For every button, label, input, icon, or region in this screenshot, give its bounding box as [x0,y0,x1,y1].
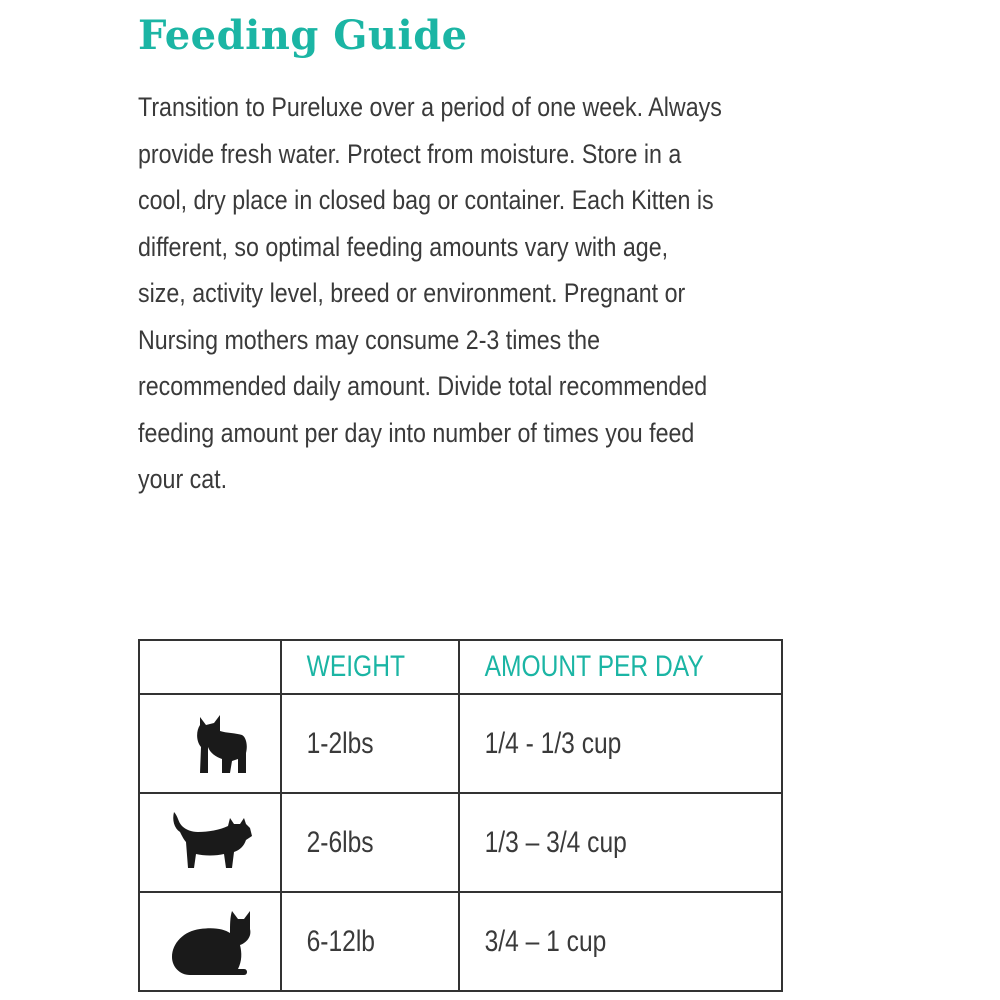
table-row [139,892,782,991]
small-kitten-icon [192,713,252,777]
paragraph-line: feeding amount per day into number of times you feed [138,417,695,448]
header-icon-cell [139,640,281,694]
icon-cell [139,892,281,991]
feeding-table [138,639,783,992]
amount-cell [459,892,782,991]
header-amount-label: AMOUNT PER DAY [484,650,704,683]
kitten-icon [168,810,258,874]
cat-icon [170,907,256,977]
weight-value: 2-6lbs [307,825,375,859]
paragraph-line: cool, dry place in closed bag or container. Each Kitten is [138,185,714,215]
table-header-row [139,640,782,694]
header-weight [281,640,459,694]
weight-value: 6-12lb [307,924,376,958]
weight-value: 1-2lbs [307,726,375,760]
paragraph-line: your cat. [138,464,228,494]
table-row [139,694,782,793]
icon-cell [139,793,281,892]
page-title: Feeding Guide [138,12,468,59]
paragraph-line: Transition to Pureluxe over a period of one week. Always [138,92,722,122]
amount-cell [459,793,782,892]
amount-value: 3/4 – 1 cup [484,924,607,958]
table-row [139,793,782,892]
amount-value: 1/3 – 3/4 cup [484,825,628,859]
weight-cell [281,892,459,991]
weight-cell [281,793,459,892]
paragraph-line: recommended daily amount. Divide total recommended [138,371,708,401]
paragraph-line: Nursing mothers may consume 2-3 times the [138,324,601,355]
header-weight-label: WEIGHT [307,650,406,683]
paragraph-line: size, activity level, breed or environment. Pregnant or [138,278,686,308]
paragraph-line: different, so optimal feeding amounts vary with age, [138,231,669,262]
icon-cell [139,694,281,793]
paragraph-line: provide fresh water. Protect from moisture. Store in a [138,138,682,169]
amount-cell [459,694,782,793]
amount-value: 1/4 - 1/3 cup [484,726,622,760]
instructions-paragraph [138,84,740,503]
header-amount [459,640,782,694]
weight-cell [281,694,459,793]
